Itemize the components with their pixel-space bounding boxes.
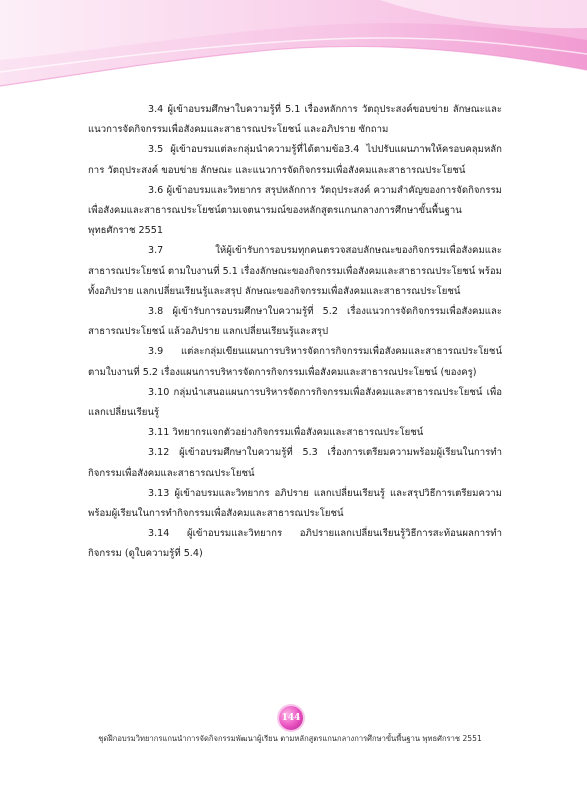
paragraph-3-13: 3.13 ผู้เข้าอบรมและวิทยากร อภิปราย แลกเปลี่ยนเรียนรู้ และสรุปวิธีการเตรียมความพร้อมผู้เรียนในการทำกิจกรรมเพื่อสังคมและสาธารณประโยชน์ xyxy=(88,487,502,520)
paragraph-3-8: 3.8 ผู้เข้ารับการอบรมศึกษาใบความรู้ที่ 5.2 เรื่องแนวการจัดกิจกรรมเพื่อสังคมและสาธารณประโยชน์ แล้วอภิปราย แลกเปลี่ยนเรียนรู้และสรุป xyxy=(88,306,502,338)
page-number-badge xyxy=(279,706,303,730)
body-text xyxy=(88,100,502,565)
paragraph-3-11: 3.11 วิทยากรแจกตัวอย่างกิจกรรมเพื่อสังคมและสาธารณประโยชน์ xyxy=(148,427,424,439)
paragraph-3-7: 3.7 ให้ผู้เข้ารับการอบรมทุกคนตรวจสอบลักษณะของกิจกรรมเพื่อสังคมและสาธารณประโยชน์ ตามใบงานที่ 5.1 เรื่องลักษณะของกิจกรรมเพื่อสังคมและสาธารณประโยชน์ พร้อมทั้งอภิปราย แลกเปลี่ยนเรียนรู้และสรุป ลักษณะของกิจกรรมเพื่อสังคมและสาธารณประโยชน์ xyxy=(88,245,502,297)
paragraph-3-12: 3.12 ผู้เข้าอบรมศึกษาใบความรู้ที่ 5.3 เรื่องการเตรียมความพร้อมผู้เรียนในการทำกิจกรรมเพื่อสังคมและสาธารณประโยชน์ xyxy=(88,447,502,479)
paragraph-3-6: 3.6 ผู้เข้าอบรมและวิทยากร สรุปหลักการ วัตถุประสงค์ ความสำคัญของการจัดกิจกรรมเพื่อสังคมและสาธารณประโยชน์ตามเจตนารมณ์ของหลักสูตรแกนกลางการศึกษาขั้นพื้นฐาน พุทธศักราช 2551 xyxy=(88,184,502,237)
paragraph-3-5: 3.5 ผู้เข้าอบรมแต่ละกลุ่มนำความรู้ที่ได้ตามข้อ3.4 ไปปรับแผนภาพให้ครอบคลุมหลักการ วัตถุประสงค์ ขอบข่าย ลักษณะ และแนวการจัดกิจกรรมเพื่อสังคมและสาธารณประโยชน์ xyxy=(88,144,502,176)
paragraph-3-14: 3.14 ผู้เข้าอบรมและวิทยากร อภิปรายแลกเปลี่ยนเรียนรู้วิธีการสะท้อนผลการทำกิจกรรม (ดูใบความรู้ที่ 5.4) xyxy=(88,528,502,560)
header-decoration xyxy=(0,0,587,92)
paragraph-3-10: 3.10 กลุ่มนำเสนอแผนการบริหารจัดการกิจกรรมเพื่อสังคมและสาธารณประโยชน์ เพื่อแลกเปลี่ยนเรียนรู้ xyxy=(88,386,502,419)
pink-wave-graphic xyxy=(0,0,587,92)
paragraph-3-4: 3.4 ผู้เข้าอบรมศึกษาใบความรู้ที่ 5.1 เรื่องหลักการ วัตถุประสงค์ขอบข่าย ลักษณะและแนวการจัดกิจกรรมเพื่อสังคมและสาธารณประโยชน์ และอภิปราย ซักถาม xyxy=(88,104,502,136)
page-number: 144 xyxy=(281,713,301,723)
footer-caption: ชุดฝึกอบรมวิทยากรแกนนำการจัดกิจกรรมพัฒนาผู้เรียน ตามหลักสูตรแกนกลางการศึกษาขั้นพื้นฐาน พุทธศักราช 2551 xyxy=(98,734,482,743)
paragraph-3-9: 3.9 แต่ละกลุ่มเขียนแผนการบริหารจัดการกิจกรรมเพื่อสังคมและสาธารณประโยชน์ ตามใบงานที่ 5.2 เรื่องแผนการบริหารจัดการกิจกรรมเพื่อสังคมและสาธารณประโยชน์ (ของครู) xyxy=(88,346,502,378)
